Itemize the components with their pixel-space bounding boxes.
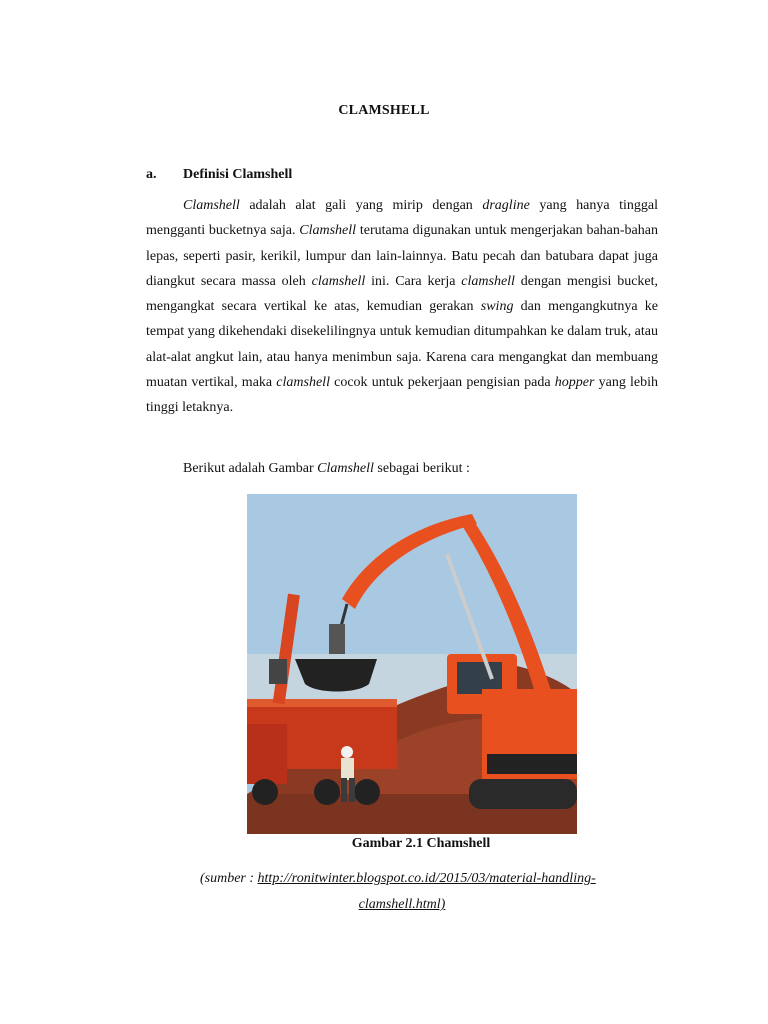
- figure-caption: Gambar 2.1 Chamshell: [351, 836, 491, 851]
- paragraph-text: dan mengangkutnya ke tempat yang dikehendaki disekelilingnya untuk kemudian ditumpahkan ke dalam truk, atau alat-alat angkut lain, atau hanya menimbun saja. Karena cara mengangkat dan membuang muatan vertikal, maka: [146, 299, 658, 391]
- paragraph-text: yang hanya tinggal mengganti bucketnya saja.: [146, 198, 658, 239]
- figure-intro-text: [183, 461, 470, 477]
- paragraph-italic-term: clamshell: [276, 375, 330, 391]
- intro-text-end: sebagai berikut :: [373, 461, 470, 476]
- paragraph-text: yang lebih tinggi letaknya.: [146, 375, 658, 416]
- paragraph-italic-term: hopper: [554, 375, 595, 391]
- intro-text-italic: Clamshell: [317, 461, 374, 476]
- paragraph-italic-term: Clamshell: [183, 198, 240, 213]
- source-prefix: (sumber :: [200, 871, 258, 886]
- paragraph-text: dengan mengisi bucket, mengangkat secara vertikal ke atas, kemudian gerakan: [146, 273, 659, 315]
- paragraph-italic-term: swing: [480, 299, 514, 315]
- clamshell-photo: [247, 494, 577, 834]
- source-link-part1[interactable]: http://ronitwinter.blogspot.co.id/2015/03/material-handling-: [257, 871, 596, 886]
- paragraph-italic-term: clamshell: [311, 273, 366, 289]
- clamshell-photo-illustration: [247, 494, 577, 834]
- section-title: Definisi Clamshell: [183, 167, 293, 182]
- source-link-part2[interactable]: clamshell.html): [358, 897, 446, 912]
- paragraph-text: cocok untuk pekerjaan pengisian pada: [329, 375, 555, 391]
- section-number: a.: [146, 167, 157, 182]
- paragraph-italic-term: Clamshell: [299, 223, 357, 239]
- paragraph-italic-term: clamshell: [461, 273, 515, 289]
- section-heading: [146, 167, 292, 183]
- source-line-2: [0, 897, 768, 913]
- paragraph-italic-term: dragline: [482, 198, 530, 213]
- document-title: CLAMSHELL: [338, 103, 430, 118]
- source-line-1: [200, 871, 596, 887]
- paragraph-text: ini. Cara kerja: [365, 273, 462, 289]
- definition-paragraph: [146, 193, 658, 421]
- paragraph-text: terutama digunakan untuk mengerjakan bahan-bahan lepas, seperti pasir, kerikil, lumpur dan lain-lainnya. Batu pecah dan batubara dapat juga diangkut secara massa oleh: [146, 223, 658, 289]
- intro-text-start: Berikut adalah Gambar: [183, 461, 318, 476]
- paragraph-text: adalah alat gali yang mirip dengan: [239, 198, 483, 213]
